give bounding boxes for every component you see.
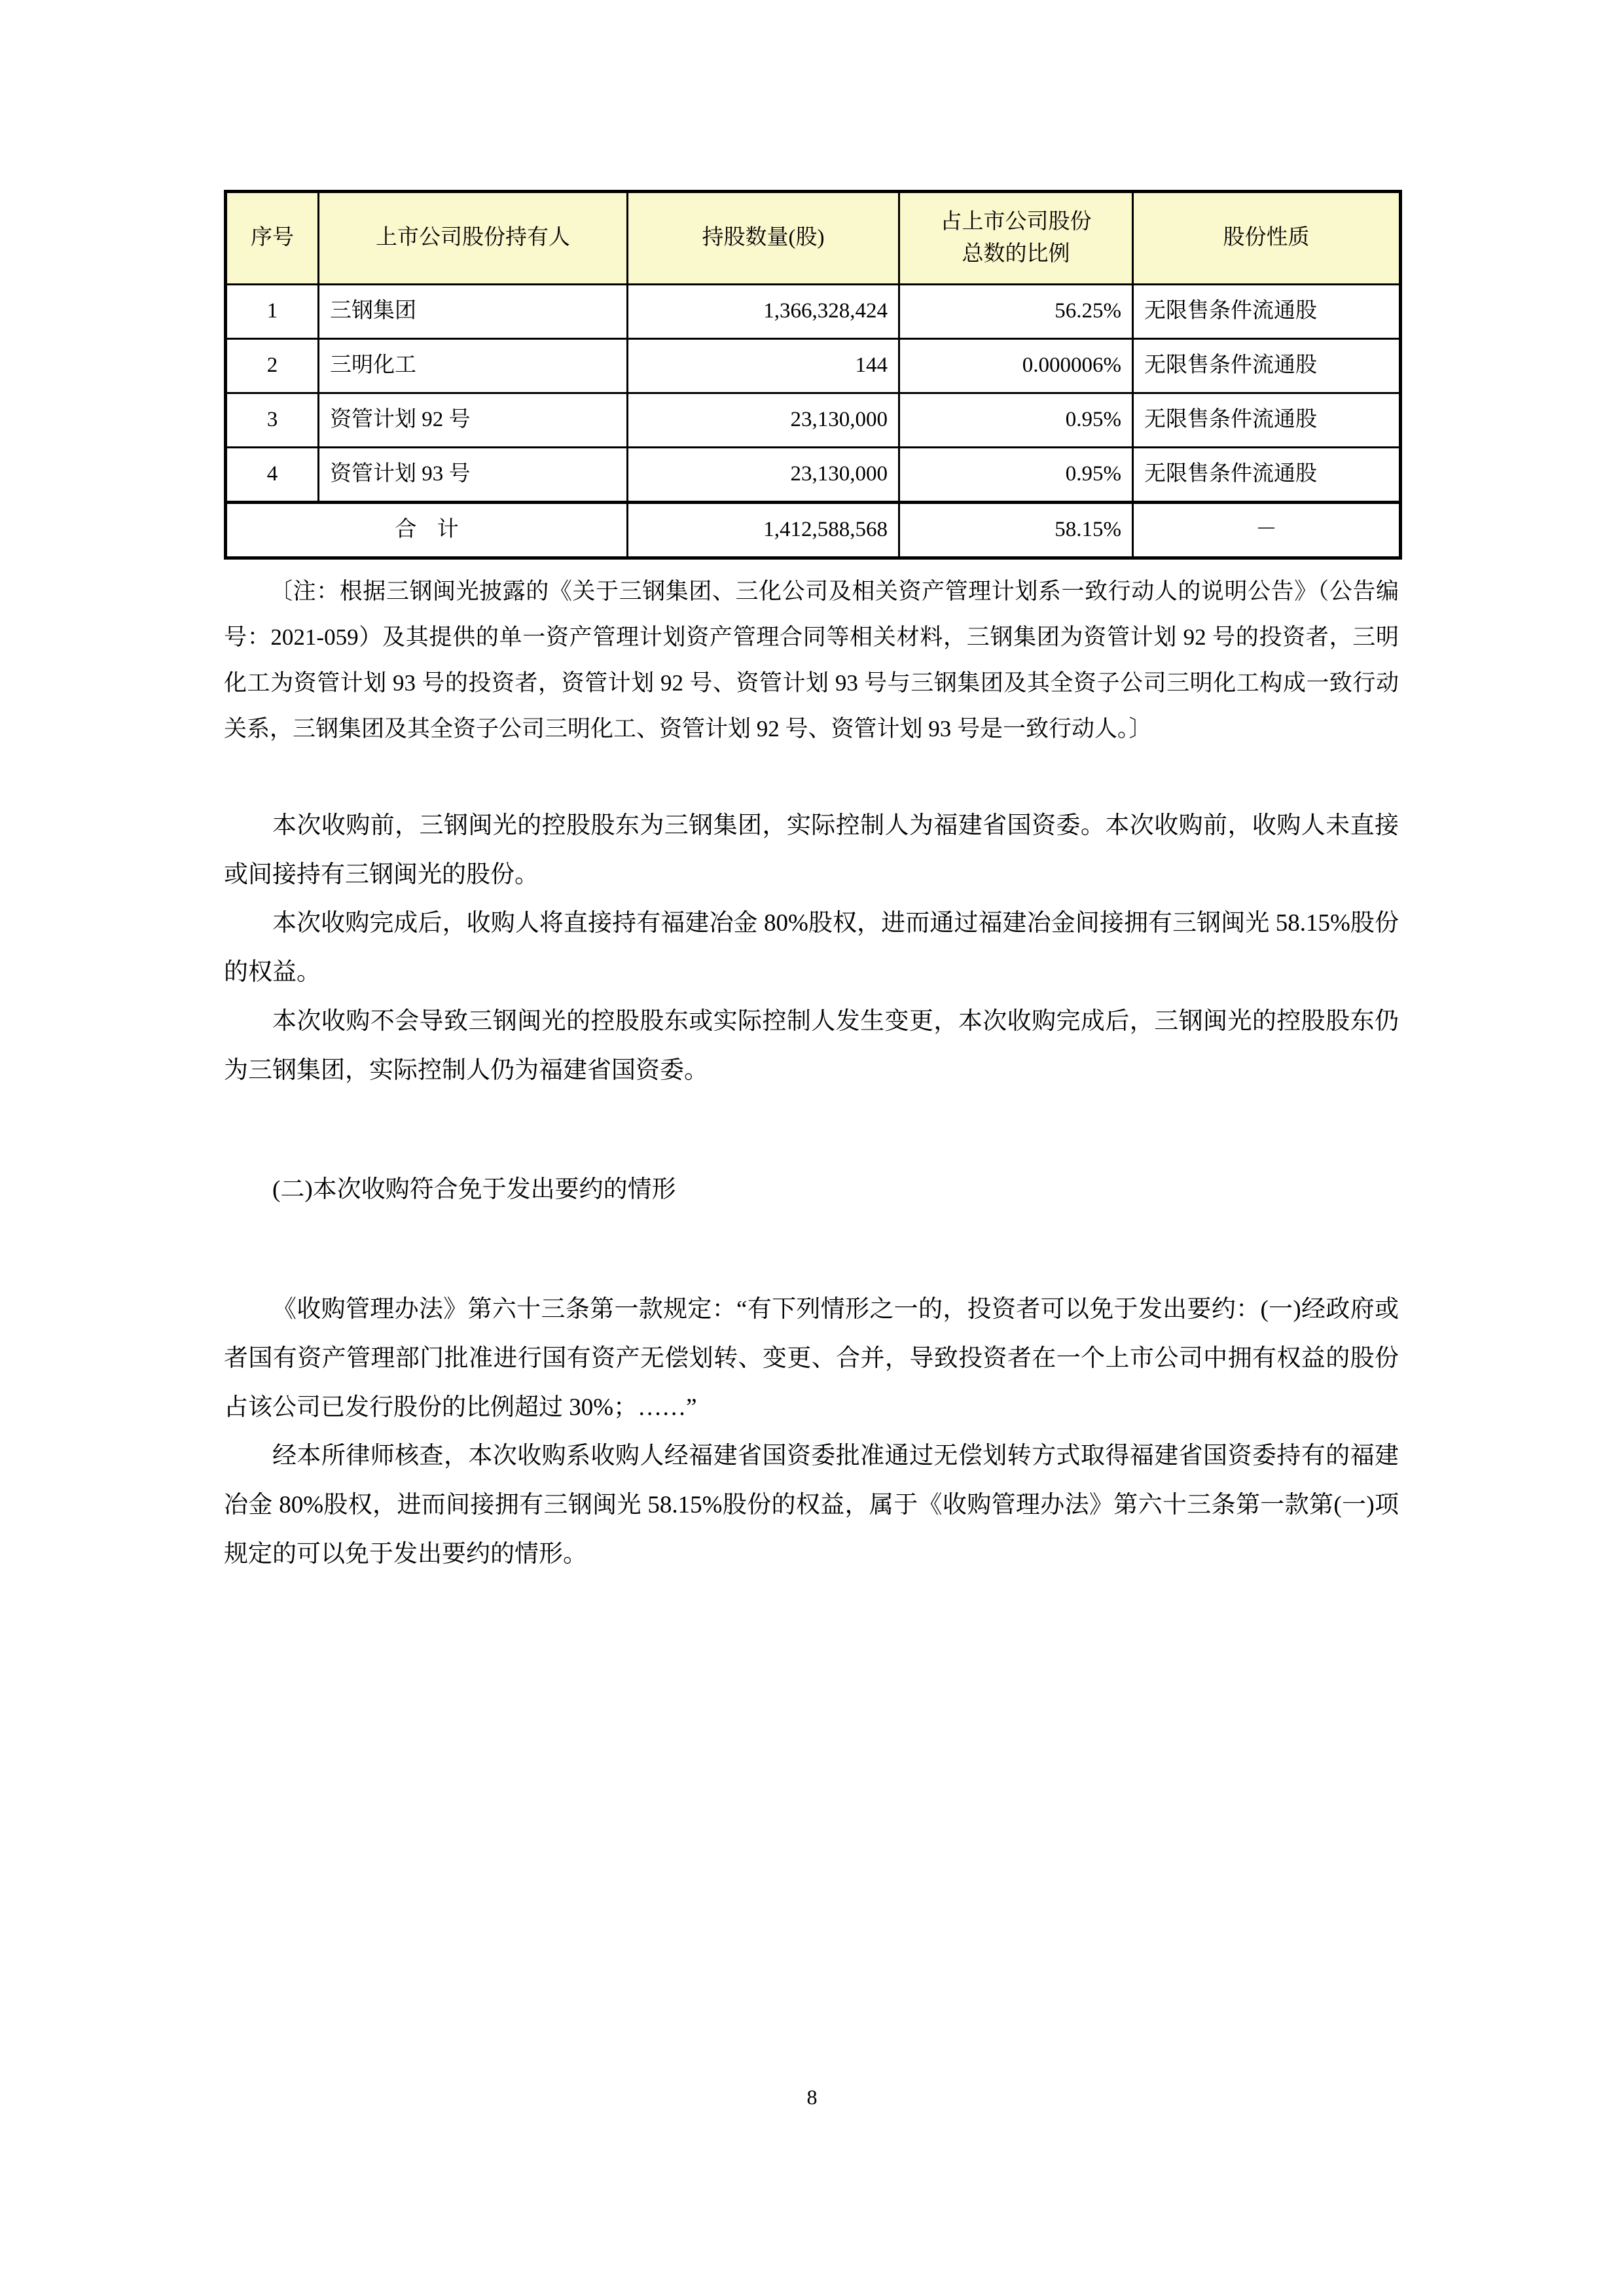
column-header-nature: 股份性质 [1133, 192, 1401, 285]
column-header-ratio-line2: 总数的比例 [962, 242, 1070, 266]
table-note: 〔注：根据三钢闽光披露的《关于三钢集团、三化公司及相关资产管理计划系一致行动人的说明公告》（公告编号：2021-059）及其提供的单一资产管理计划资产管理合同等相关材料，三钢集团为资管计划 92 号的投资者，三明化工为资管计划 93 号的投资者，资管计划 92 号、资管计划 93 号与三钢集团及其全资子公司三明化工构成一致行动关系，三钢集团及其全资子公司三明化工、资管计划 92 号、资管计划 93 号是一致行动人。〕 [224, 579, 1399, 742]
cell-holder: 资管计划 93 号 [319, 448, 628, 503]
section-heading-exemption: (二)本次收购符合免于发出要约的情形 [272, 1176, 676, 1204]
cell-shares: 23,130,000 [628, 393, 899, 448]
column-header-index: 序号 [226, 192, 319, 285]
table-row [226, 339, 1401, 393]
page-content [224, 190, 1399, 1579]
table-row [226, 448, 1401, 503]
cell-nature: 无限售条件流通股 [1133, 285, 1401, 339]
cell-index: 2 [226, 339, 319, 393]
cell-nature: 无限售条件流通股 [1133, 393, 1401, 448]
page-number: 8 [806, 2085, 818, 2109]
paragraph-post-acquisition-stake: 本次收购完成后，收购人将直接持有福建冶金 80%股权，进而通过福建冶金间接拥有三钢闽光 58.15%股份的权益。 [224, 910, 1399, 986]
column-header-shares: 持股数量(股) [628, 192, 899, 285]
table-total-row [226, 503, 1401, 558]
table-header [226, 192, 1401, 285]
table-row [226, 285, 1401, 339]
cell-ratio: 0.95% [899, 393, 1133, 448]
cell-ratio: 56.25% [899, 285, 1133, 339]
cell-total-nature: － [1133, 503, 1401, 558]
cell-holder: 三钢集团 [319, 285, 628, 339]
cell-shares: 23,130,000 [628, 448, 899, 503]
cell-ratio: 0.95% [899, 448, 1133, 503]
column-header-holder: 上市公司股份持有人 [319, 192, 628, 285]
cell-nature: 无限售条件流通股 [1133, 448, 1401, 503]
paragraph-pre-acquisition-control: 本次收购前，三钢闽光的控股股东为三钢集团，实际控制人为福建省国资委。本次收购前，收购人未直接或间接持有三钢闽光的股份。 [224, 812, 1399, 888]
paragraph-lawyer-conclusion: 经本所律师核查，本次收购系收购人经福建省国资委批准通过无偿划转方式取得福建省国资委持有的福建冶金 80%股权，进而间接拥有三钢闽光 58.15%股份的权益，属于《收购管理办法》第六十三条第一款第(一)项规定的可以免于发出要约的情形。 [224, 1443, 1399, 1568]
table-body [226, 285, 1401, 558]
cell-holder: 资管计划 92 号 [319, 393, 628, 448]
paragraph-regulation-quote: 《收购管理办法》第六十三条第一款规定：“有下列情形之一的，投资者可以免于发出要约：(一)经政府或者国有资产管理部门批准进行国有资产无偿划转、变更、合并，导致投资者在一个上市公司中拥有权益的股份占该公司已发行股份的比例超过 30%；……” [224, 1296, 1399, 1421]
paragraph-no-control-change: 本次收购不会导致三钢闽光的控股股东或实际控制人发生变更，本次收购完成后，三钢闽光的控股股东仍为三钢集团，实际控制人仍为福建省国资委。 [224, 1007, 1399, 1084]
cell-shares: 1,366,328,424 [628, 285, 899, 339]
table-row [226, 393, 1401, 448]
cell-ratio: 0.000006% [899, 339, 1133, 393]
cell-total-shares: 1,412,588,568 [628, 503, 899, 558]
cell-nature: 无限售条件流通股 [1133, 339, 1401, 393]
cell-index: 4 [226, 448, 319, 503]
cell-total-label: 合 计 [226, 503, 628, 558]
cell-shares: 144 [628, 339, 899, 393]
spacer [224, 1215, 1399, 1285]
column-header-ratio-line1: 占上市公司股份 [940, 209, 1092, 234]
spacer [224, 752, 1399, 802]
column-header-ratio [899, 192, 1133, 285]
cell-holder: 三明化工 [319, 339, 628, 393]
cell-total-ratio: 58.15% [899, 503, 1133, 558]
shareholders-table [224, 190, 1402, 560]
spacer [224, 1095, 1399, 1166]
cell-index: 3 [226, 393, 319, 448]
cell-index: 1 [226, 285, 319, 339]
table-header-row [226, 192, 1401, 285]
